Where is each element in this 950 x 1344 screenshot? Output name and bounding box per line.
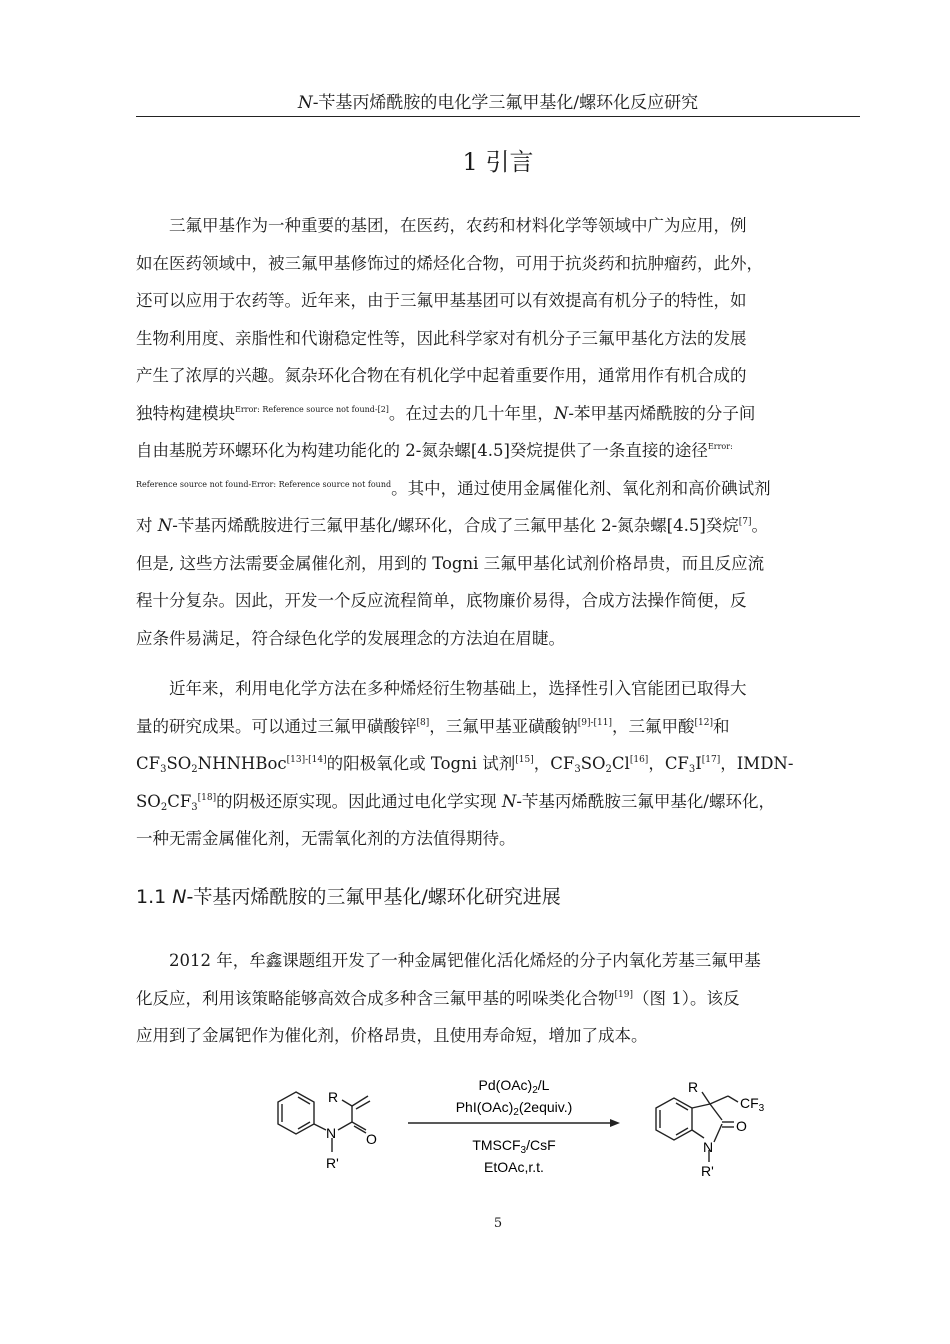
text-line: 生物利用度、亲脂性和代谢稳定性等，因此科学家对有机分子三氟甲基化方法的发展 [136, 328, 747, 348]
subscript: 3 [160, 764, 167, 775]
sm-o-label: O [366, 1131, 377, 1147]
text-line [136, 395, 860, 433]
text-run: CF [167, 791, 192, 811]
section-title [136, 882, 860, 912]
sm-n-label: N [326, 1125, 337, 1141]
citation: [13]-[14] [286, 755, 327, 765]
product-rprime-label: R' [701, 1163, 714, 1179]
text-run: SO [136, 791, 161, 811]
text-run: ，CF [533, 754, 575, 773]
reagent-catalyst: $Pd(OAc)_2/L$ [478, 1077, 550, 1096]
reaction-arrow-head [610, 1119, 620, 1127]
citation: Error: [707, 442, 733, 451]
phenyl-ring [278, 1092, 314, 1134]
reaction-scheme [258, 1072, 778, 1202]
paragraph-electrochem [136, 670, 860, 858]
text-run: 和 [713, 716, 730, 736]
text-run: 自由基脱芳环螺环化为构建功能化的 2-氮杂螺[4.5]癸烷提供了一条直接的途径 [136, 441, 708, 460]
product-o-label: O [736, 1118, 747, 1134]
text-run: -苄基丙烯酰胺三氟甲基化/螺环化， [516, 791, 775, 811]
running-header [136, 92, 860, 114]
subscript: 3 [688, 764, 696, 775]
subscript: 3 [191, 801, 198, 813]
citation: [18] [197, 792, 217, 803]
subscript: 3 [574, 764, 581, 775]
page-number: 5 [493, 1216, 503, 1231]
citation: [19] [614, 989, 633, 1000]
text-run: 量的研究成果。可以通过三氟甲磺酸锌 [136, 716, 417, 736]
text-line: 但是, 这些方法需要金属催化剂，用到的 Togni 三氟甲基化试剂价格昂贵，而且反应流 [136, 553, 765, 573]
cf3-bond [728, 1096, 738, 1102]
header-title: -苄基丙烯酰胺的电化学三氟甲基化/螺环化反应研究 [312, 93, 699, 113]
text-run: SO [580, 754, 606, 773]
text-run: ，IMDN- [720, 754, 794, 773]
text-run: SO [166, 754, 192, 773]
text-line: 产生了浓厚的兴趣。氮杂环化合物在有机化学中起着重要作用，通常用作有机合成的 [136, 366, 747, 385]
c-n-bond [692, 1130, 704, 1138]
text-line: 程十分复杂。因此，开发一个反应流程简单，底物廉价易得，合成方法操作简便，反 [136, 591, 747, 610]
text-line: 还可以应用于农药等。近年来，由于三氟甲基基团可以有效提高有机分子的特性，如 [136, 291, 747, 310]
header-rule [136, 116, 860, 117]
citation: [7] [738, 517, 752, 527]
paragraph-intro [136, 207, 860, 657]
sm-r-label: R [328, 1089, 339, 1105]
citation: Error: Reference source not found-[2] [235, 404, 389, 414]
benzo-ring [656, 1098, 692, 1140]
text-run: ，CF [648, 754, 689, 773]
text-line: 三氟甲基作为一种重要的基团，在医药，农药和材料化学等领域中广为应用，例 [169, 216, 747, 235]
c3-bond [692, 1104, 710, 1108]
r-bond [702, 1092, 710, 1104]
citation: Reference source not found-Error: Reference source not found [136, 479, 392, 489]
text-line [136, 745, 860, 783]
citation: [15] [515, 755, 534, 765]
sm-rprime-label: R' [326, 1155, 339, 1171]
section-title-text: -苄基丙烯酰胺的三氟甲基化/螺环化研究进展 [186, 886, 561, 908]
italic-n: N [157, 516, 173, 535]
text-run: 的阴极还原实现。因此通过电化学实现 [216, 791, 502, 811]
n-aryl-bond [314, 1124, 326, 1130]
italic-n: N [172, 886, 187, 908]
text-run: ，三氟甲酸 [612, 716, 695, 736]
text-run: I [695, 754, 702, 773]
text-line [136, 783, 860, 821]
text-line: 应用到了金属钯作为催化剂，价格昂贵，且使用寿命短，增加了成本。 [136, 1026, 648, 1045]
text-line [136, 507, 860, 545]
chapter-title: 1 引言 [462, 148, 534, 176]
product-n-label: N [703, 1139, 714, 1155]
r-bond [342, 1100, 352, 1106]
citation: [12] [694, 717, 713, 728]
text-run: Cl [611, 754, 630, 773]
text-line [136, 432, 860, 470]
text-run: 。其中，通过使用金属催化剂、氧化剂和高价碘试剂 [391, 478, 771, 498]
text-line: 一种无需金属催化剂，无需氧化剂的方法值得期待。 [136, 829, 516, 848]
text-run: 独特构建模块 [136, 403, 235, 423]
text-run: -苄基丙烯酰胺进行三氟甲基化/螺环化，合成了三氟甲基化 2-氮杂螺[4.5]癸烷 [172, 516, 739, 535]
text-line [136, 980, 860, 1018]
c3-c2-bond [710, 1104, 722, 1120]
citation: [8] [416, 717, 430, 728]
text-run: 。 [751, 516, 769, 535]
text-line: 应条件易满足，符合绿色化学的发展理念的方法迫在眉睫。 [136, 628, 565, 648]
italic-n: N [501, 791, 517, 811]
text-run: 的阳极氧化或 Togni 试剂 [326, 754, 516, 773]
header-italic-n: N [297, 93, 313, 113]
text-run: 化反应，利用该策略能够高效合成多种含三氟甲基的吲哚类化合物 [136, 988, 615, 1008]
starting-material [278, 1092, 370, 1152]
ch2-bond [710, 1096, 728, 1104]
reagent-oxidant: $PhI(OAc)_2(2equiv.)$ [455, 1099, 573, 1118]
section-number: 1.1 [136, 886, 173, 908]
text-run: ，三氟甲基亚磺酸钠 [429, 716, 578, 736]
italic-n: N [553, 403, 569, 423]
paragraph-progress [136, 942, 860, 1055]
text-line: 近年来，利用电化学方法在多种烯烃衍生物基础上，选择性引入官能团已取得大 [169, 679, 747, 698]
citation: [16] [629, 755, 649, 765]
text-line [136, 470, 860, 508]
text-run: 对 [136, 516, 158, 535]
text-line: 2012 年，牟鑫课题组开发了一种金属钯催化活化烯烃的分子内氧化芳基三氟甲基 [169, 951, 761, 970]
product-cf3-label: $CF_3$ [740, 1095, 765, 1114]
product [656, 1092, 738, 1162]
reagent-cf3-source: $TMSCF_3$/CsF [472, 1137, 556, 1156]
text-line [136, 708, 860, 746]
citation: [17] [701, 755, 721, 765]
vinyl-bond [352, 1096, 368, 1106]
text-run: -苯甲基丙烯酰胺的分子间 [568, 403, 756, 423]
product-r-label: R [688, 1079, 699, 1095]
text-run: CF [136, 754, 161, 773]
citation: [9]-[11] [577, 717, 613, 728]
subscript: 2 [605, 764, 612, 775]
n-c2-bond [714, 1124, 722, 1142]
subscript: 2 [191, 764, 198, 775]
text-line: 如在医药领域中，被三氟甲基修饰过的烯烃化合物，可用于抗炎药和抗肿瘤药，此外， [136, 253, 763, 273]
text-run: （图 1）。该反 [632, 988, 740, 1008]
text-run: 。在过去的几十年里， [388, 403, 554, 423]
reagent-conditions: EtOAc,r.t. [484, 1159, 544, 1175]
subscript: 2 [160, 801, 168, 813]
text-run: NHNHBoc [197, 754, 287, 773]
n-carbonyl-bond [338, 1122, 352, 1130]
